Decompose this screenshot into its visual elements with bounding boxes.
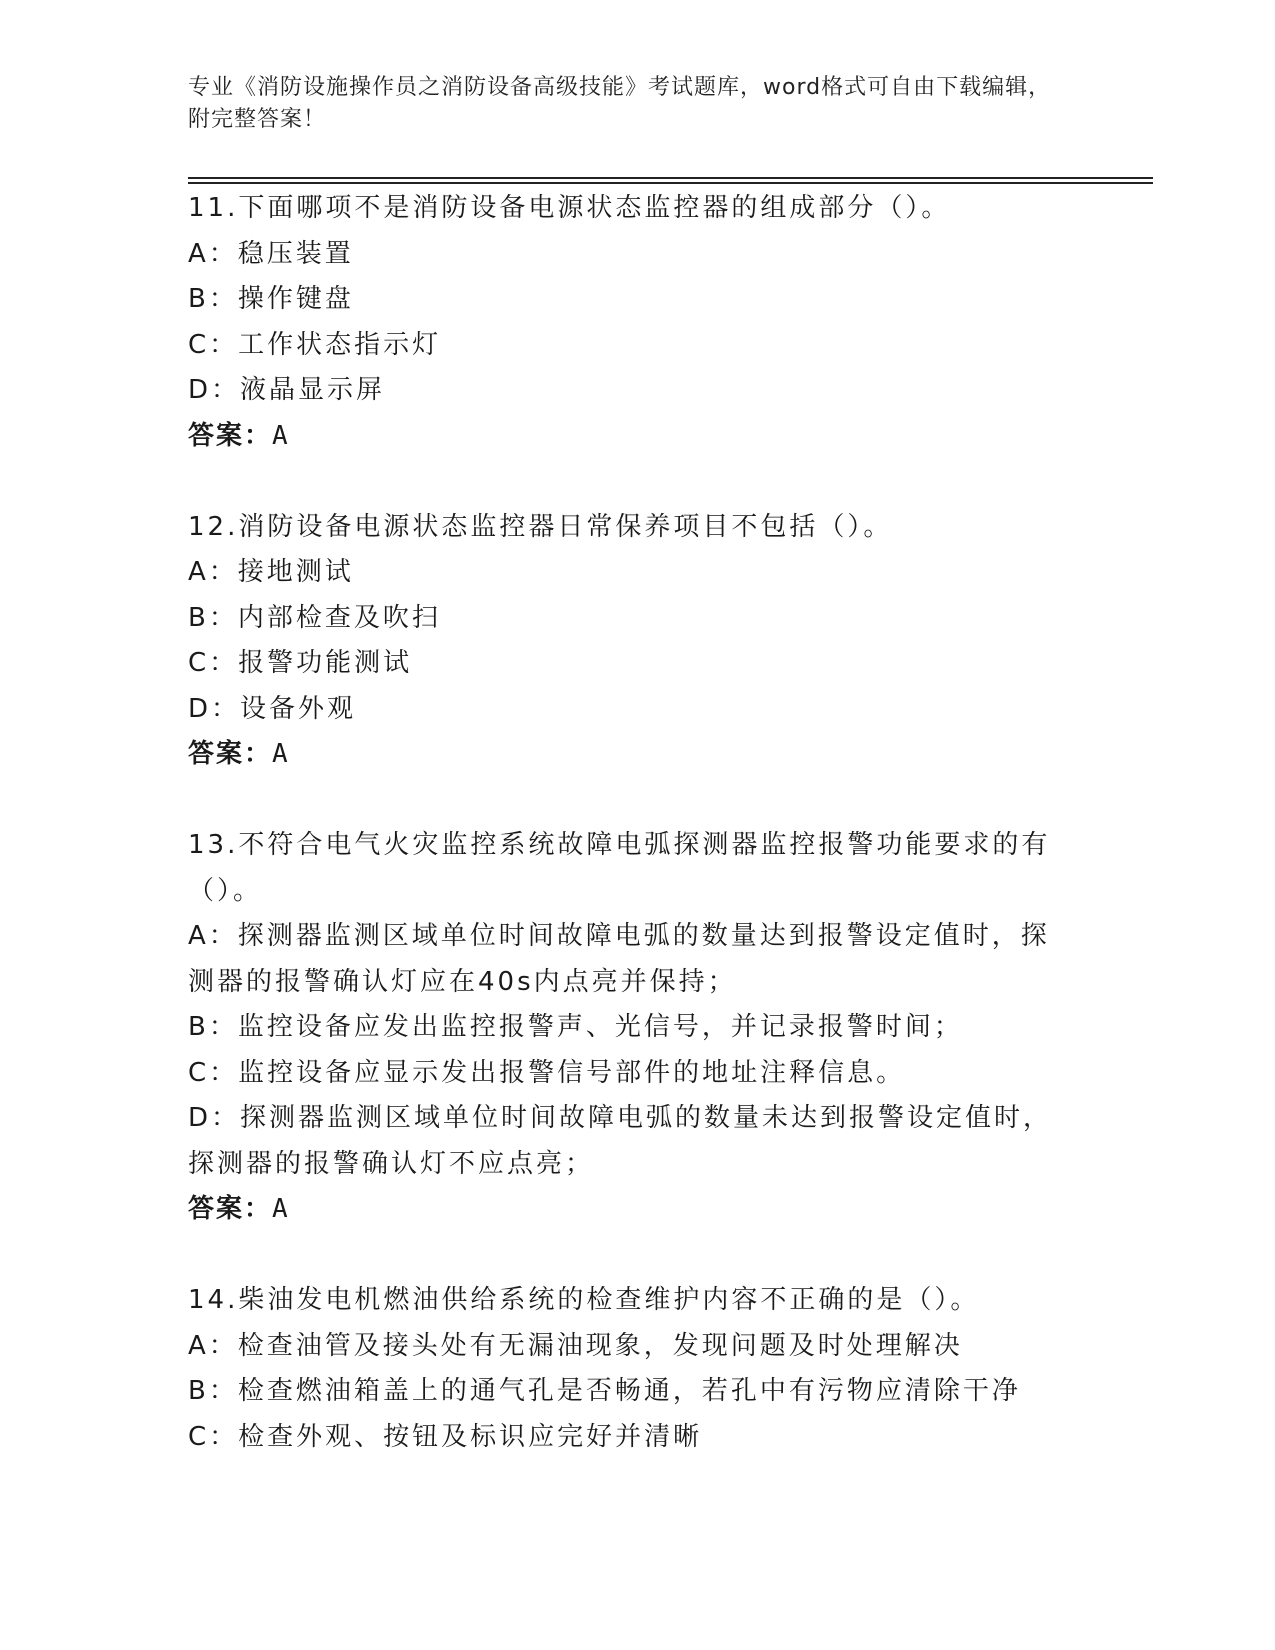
answer-label: 答案： bbox=[188, 420, 273, 451]
option-c: C：监控设备应显示发出报警信号部件的地址注释信息。 bbox=[188, 1057, 906, 1088]
header-divider-bottom bbox=[188, 182, 1153, 184]
question-stem: 12.消防设备电源状态监控器日常保养项目不包括（）。 bbox=[188, 511, 893, 542]
header-divider-top bbox=[188, 177, 1153, 179]
option-b: B：操作键盘 bbox=[188, 284, 354, 314]
option-a: A：接地测试 bbox=[188, 557, 354, 587]
question-13 bbox=[188, 823, 1078, 1233]
option-c: C：工作状态指示灯 bbox=[188, 329, 442, 360]
answer-value: A bbox=[272, 420, 291, 451]
option-a: A：探测器监测区域单位时间故障电弧的数量达到报警设定值时，探测器的报警确认灯应在40s内点亮并保持； bbox=[188, 921, 1050, 997]
answer-value: A bbox=[272, 739, 291, 769]
option-d: D：液晶显示屏 bbox=[188, 375, 386, 405]
option-b: B：内部检查及吹扫 bbox=[188, 602, 441, 633]
answer-line bbox=[188, 1187, 1078, 1233]
question-stem: 13.不符合电气火灾监控系统故障电弧探测器监控报警功能要求的有（）。 bbox=[188, 830, 1051, 906]
option-a: A：检查油管及接头处有无漏油现象，发现问题及时处理解决 bbox=[188, 1330, 963, 1361]
option-d: D：设备外观 bbox=[188, 693, 357, 724]
option-c: C：检查外观、按钮及标识应完好并清晰 bbox=[188, 1421, 703, 1452]
answer-line bbox=[188, 732, 1078, 778]
option-b: B：检查燃油箱盖上的通气孔是否畅通，若孔中有污物应清除干净 bbox=[188, 1376, 1021, 1406]
answer-line bbox=[188, 414, 1078, 460]
question-stem: 14.柴油发电机燃油供给系统的检查维护内容不正确的是（）。 bbox=[188, 1285, 980, 1315]
option-a: A：稳压装置 bbox=[188, 238, 354, 269]
question-14 bbox=[188, 1278, 1078, 1460]
option-c: C：报警功能测试 bbox=[188, 648, 413, 678]
option-b: B：监控设备应发出监控报警声、光信号，并记录报警时间； bbox=[188, 1012, 963, 1042]
question-12 bbox=[188, 505, 1078, 778]
option-d: D：探测器监测区域单位时间故障电弧的数量未达到报警设定值时，探测器的报警确认灯不应点亮； bbox=[188, 1103, 1053, 1179]
question-11 bbox=[188, 186, 1078, 459]
answer-value: A bbox=[272, 1194, 291, 1224]
question-list bbox=[188, 186, 1078, 1460]
answer-label: 答案： bbox=[188, 739, 273, 769]
question-stem: 11.下面哪项不是消防设备电源状态监控器的组成部分（）。 bbox=[188, 193, 951, 223]
answer-label: 答案： bbox=[188, 1194, 273, 1224]
document-header: 专业《消防设施操作员之消防设备高级技能》考试题库，word格式可自由下载编辑，附完整答案！ bbox=[188, 75, 1052, 132]
